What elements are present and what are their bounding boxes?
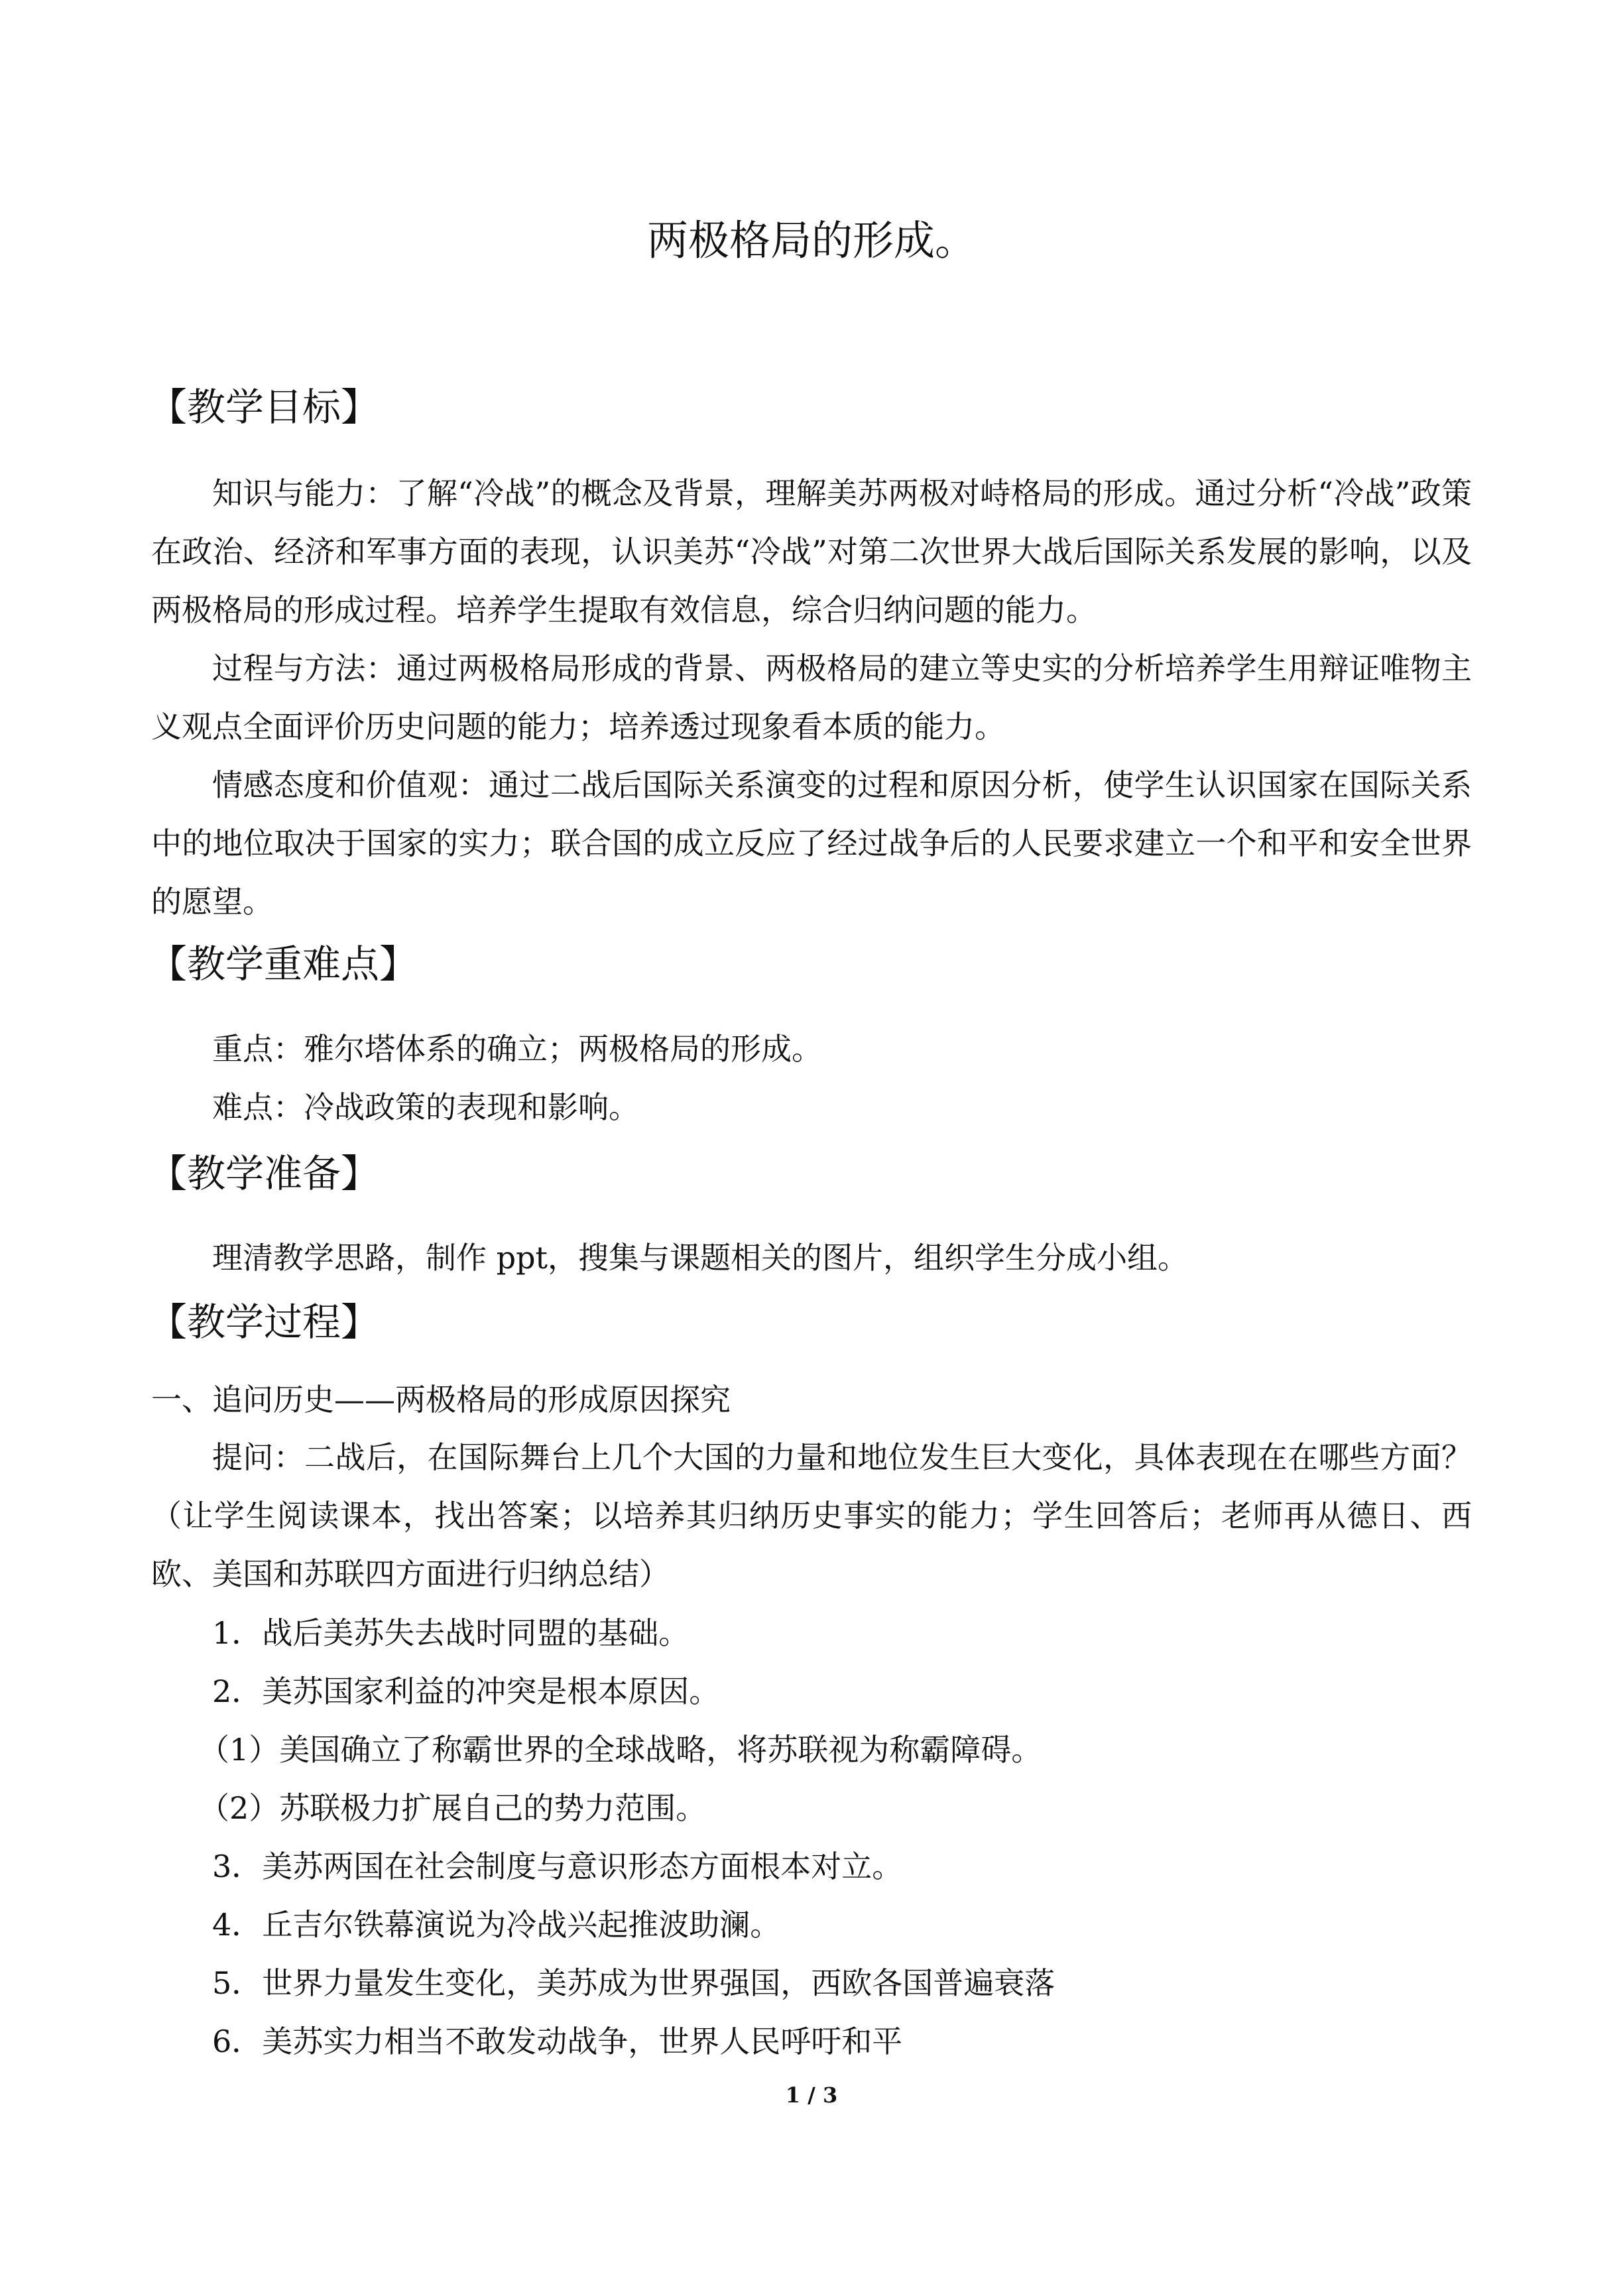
paragraph-emotion-values: 情感态度和价值观：通过二战后国际关系演变的过程和原因分析，使学生认识国家在国际关系中的地位取决于国家的实力；联合国的成立反应了经过战争后的人民要求建立一个和平和安全世界的愿望。: [151, 767, 1472, 920]
list-item: 5．世界力量发生变化，美苏成为世界强国，西欧各国普遍衰落: [212, 1965, 1055, 2001]
list-item: 4．丘吉尔铁幕演说为冷战兴起推波助澜。: [212, 1907, 781, 1943]
line-difficult-point: 难点：冷战政策的表现和影响。: [212, 1089, 639, 1125]
line-preparation: 理清教学思路，制作 ppt，搜集与课题相关的图片，组织学生分成小组。: [212, 1240, 1188, 1276]
paragraph-question: 提问：二战后，在国际舞台上几个大国的力量和地位发生巨大变化，具体表现在在哪些方面？（让学生阅读课本，找出答案；以培养其归纳历史事实的能力；学生回答后；老师再从德日、西欧、美国和苏联四方面进行归纳总结）: [151, 1439, 1472, 1592]
list-item: 6．美苏实力相当不敢发动战争，世界人民呼吁和平: [212, 2024, 903, 2059]
list-item: 3．美苏两国在社会制度与意识形态方面根本对立。: [212, 1848, 903, 1884]
list-item: 1．战后美苏失去战时同盟的基础。: [212, 1615, 690, 1651]
process-subheading: 一、追问历史——两极格局的形成原因探究: [151, 1382, 731, 1418]
heading-key-points: 【教学重难点】: [149, 941, 418, 987]
line-key-point: 重点：雅尔塔体系的确立；两极格局的形成。: [212, 1031, 822, 1067]
paragraph-knowledge-ability: 知识与能力：了解“冷战”的概念及背景，理解美苏两极对峙格局的形成。通过分析“冷战”政策在政治、经济和军事方面的表现，认识美苏“冷战”对第二次世界大战后国际关系发展的影响，以及两极格局的形成过程。培养学生提取有效信息，综合归纳问题的能力。: [151, 475, 1472, 628]
heading-objectives: 【教学目标】: [149, 385, 380, 430]
list-item: 2．美苏国家利益的冲突是根本原因。: [212, 1673, 720, 1709]
list-item: （2）苏联极力扩展自己的势力范围。: [199, 1790, 707, 1826]
heading-process: 【教学过程】: [149, 1299, 380, 1345]
paragraph-process-method: 过程与方法：通过两极格局形成的背景、两极格局的建立等史实的分析培养学生用辩证唯物主义观点全面评价历史问题的能力；培养透过现象看本质的能力。: [151, 650, 1472, 745]
list-item: （1）美国确立了称霸世界的全球战略，将苏联视为称霸障碍。: [199, 1732, 1042, 1768]
page-number: 1 / 3: [785, 2083, 838, 2108]
heading-preparation: 【教学准备】: [149, 1151, 380, 1196]
document-title: 两极格局的形成。: [646, 216, 976, 265]
